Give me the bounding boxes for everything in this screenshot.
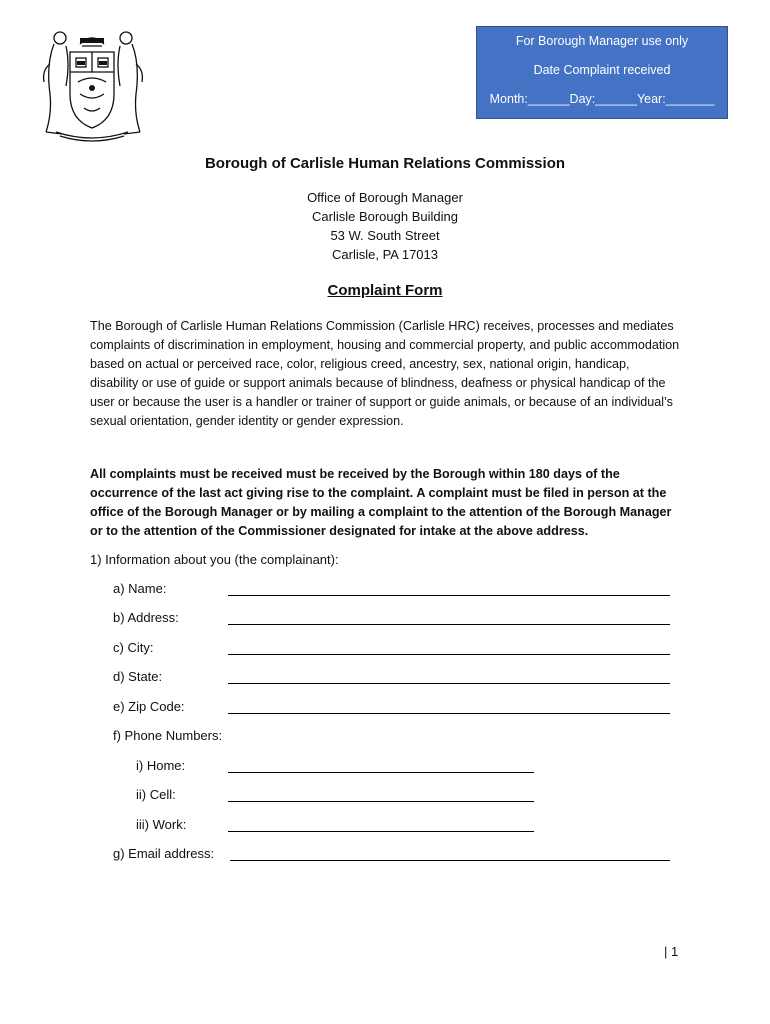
name-label: a) Name: xyxy=(113,581,167,596)
home-phone-label: i) Home: xyxy=(136,758,186,773)
cell-phone-label: ii) Cell: xyxy=(136,787,176,802)
city-label: c) City: xyxy=(113,640,154,655)
state-label: d) State: xyxy=(113,669,163,684)
phone-numbers-label: f) Phone Numbers: xyxy=(113,728,223,743)
city-field-line[interactable] xyxy=(228,654,670,655)
intro-paragraph: The Borough of Carlisle Human Relations Commission (Carlisle HRC) receives, processes and mediates complaints of discrimination in employment, housing and commercial property, and public accommodation based on actual or perceived race, color, religious creed, ancestry, sex, national origin, handicap, disability or use of guide or support animals because of blindness, deafness or physical handicap of the user or because the user is a handler or trainer of support or guide animals, or because of an individual’s sexual orientation, gender identity or gender expression. xyxy=(90,319,680,428)
date-received-label: Date Complaint received xyxy=(533,63,671,77)
section-1-heading: 1) Information about you (the complainant): xyxy=(90,552,339,567)
email-field-line[interactable] xyxy=(230,860,670,861)
home-phone-field-line[interactable] xyxy=(228,772,534,773)
office-address-block xyxy=(0,188,770,264)
address-label: b) Address: xyxy=(113,610,179,625)
zip-code-label: e) Zip Code: xyxy=(113,699,185,714)
office-line-2: Carlisle Borough Building xyxy=(312,209,458,224)
work-phone-field-line[interactable] xyxy=(228,831,534,832)
borough-seal-image xyxy=(36,24,148,142)
manager-box-heading: For Borough Manager use only xyxy=(515,34,689,48)
office-line-3: 53 W. South Street xyxy=(330,228,440,243)
form-title: Complaint Form xyxy=(327,282,443,299)
work-phone-label: iii) Work: xyxy=(136,817,187,832)
email-label: g) Email address: xyxy=(113,846,215,861)
name-field-line[interactable] xyxy=(228,595,670,596)
office-line-4: Carlisle, PA 17013 xyxy=(332,247,438,262)
zip-code-field-line[interactable] xyxy=(228,713,670,714)
state-field-line[interactable] xyxy=(228,683,670,684)
address-field-line[interactable] xyxy=(228,624,670,625)
date-fields-line: Month:______Day:______Year:_______ xyxy=(489,92,715,106)
document-title: Borough of Carlisle Human Relations Commission xyxy=(204,155,566,172)
notice-paragraph: All complaints must be received must be received by the Borough within 180 days of the occurrence of the last act giving rise to the complaint. A complaint must be filed in person at the office of the Borough Manager or by mailing a complaint to the attention of the Borough Manager or to the attention of the Commissioner designated for intake at the above address. xyxy=(90,467,672,538)
borough-manager-use-box xyxy=(476,26,728,119)
office-line-1: Office of Borough Manager xyxy=(307,190,463,205)
cell-phone-field-line[interactable] xyxy=(228,801,534,802)
page-number: | 1 xyxy=(664,944,679,959)
